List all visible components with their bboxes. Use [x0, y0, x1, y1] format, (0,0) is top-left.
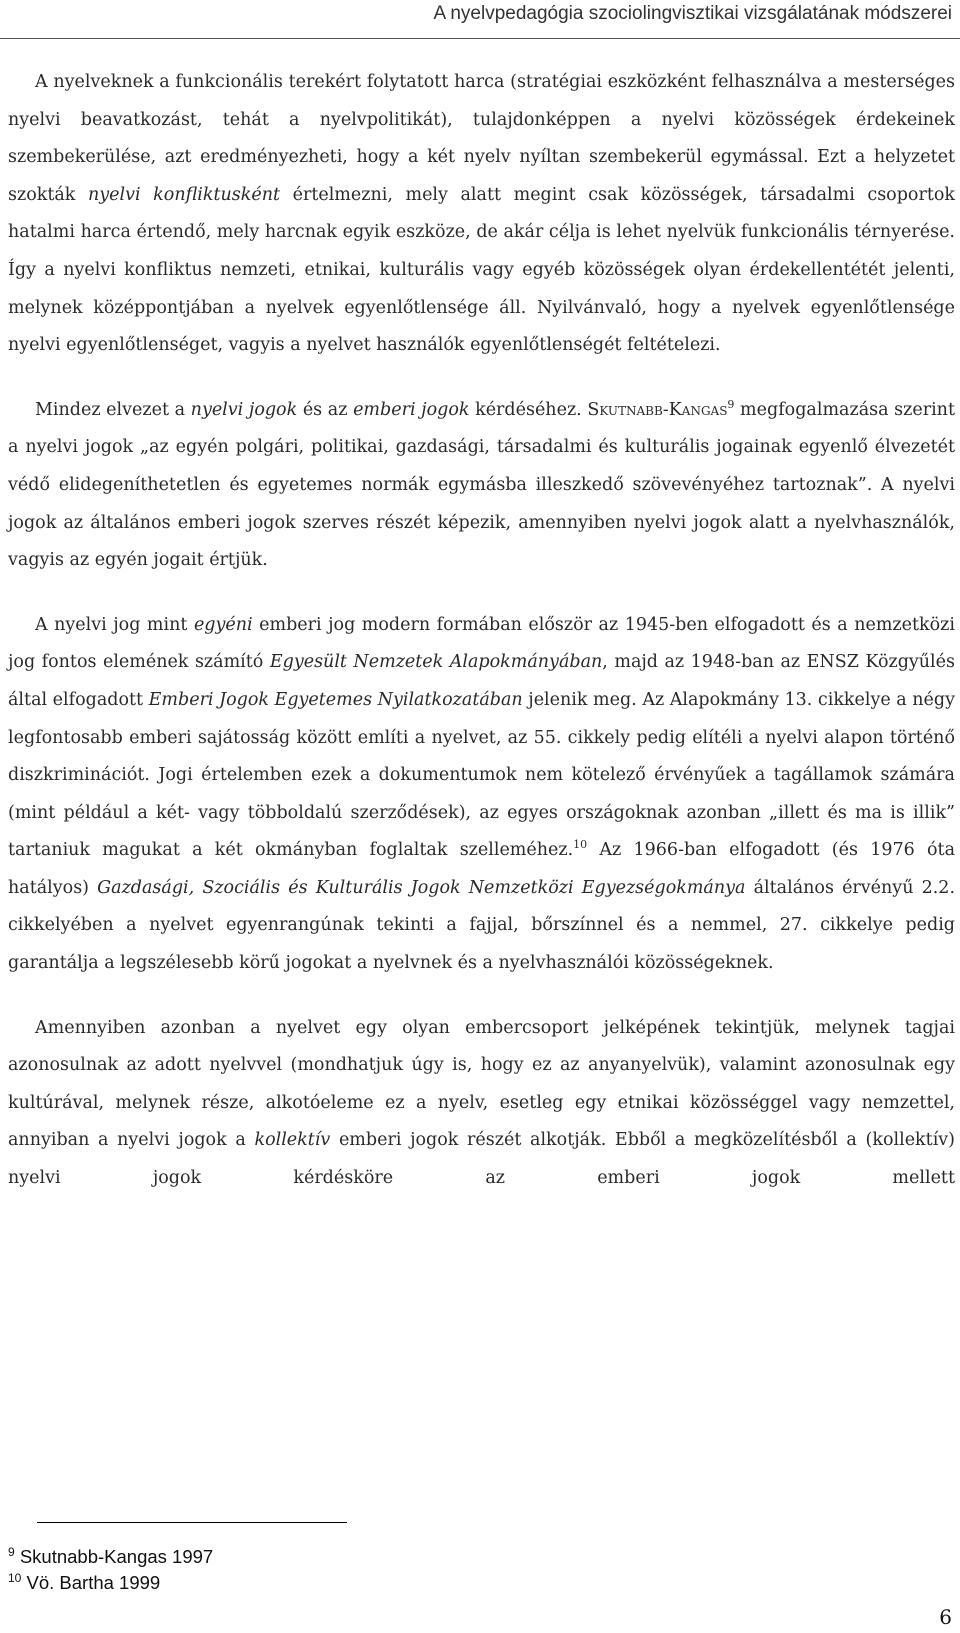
text-run: A nyelvi jog mint: [35, 614, 194, 635]
italic-term: Emberi Jogok Egyetemes Nyilatkozatában: [148, 689, 523, 710]
text-run: általános érvényű 2.2. cikkelyében a nyelvet egyenrangúnak tekinti a fajjal, bőrszínnel és a nemmel, 27. cikkelye pedig garantálja a legszélesebb körű jogokat a nyelvnek és a nyelvhasználói közösségeknek.: [8, 877, 956, 974]
text-run: Amennyiben azonban a nyelvet egy olyan embercsoport jelképének tekintjük, melynek tagjai azonosulnak az adott nyelvvel (mondhatjuk úgy is, hogy ez az anyanyelvük), valamint azonosulnak egy kultúrával, melynek része, alkotóeleme ez a nyelv, esetleg egy etnikai közösséggel vagy nemzettel, annyiban a nyelvi jogok a: [8, 1017, 955, 1151]
italic-term: egyéni: [193, 614, 253, 635]
text-run: emberi jogok részét alkotják. Ebből a megközelítésből a (kollektív) nyelvi jogok kérdésköre az emberi jogok mellett: [8, 1130, 955, 1189]
footnote-text: Skutnabb-Kangas 1997: [19, 1546, 214, 1567]
footnotes: [8, 1544, 213, 1596]
text-run: kérdéséhez.: [469, 399, 588, 420]
italic-term: Gazdasági, Szociális és Kulturális Jogok Nemzetközi Egyezségokmánya: [97, 877, 746, 898]
page-header: [0, 0, 960, 39]
footnote-number: 9: [8, 1544, 15, 1559]
paragraph: [8, 1010, 955, 1198]
paragraph: [8, 392, 955, 580]
text-run: A nyelveknek a funkcionális terekért folytatott harca (stratégiai eszközként felhasználva a mesterséges nyelvi beavatkozást, tehát a nyelvpolitikát), tulajdonképpen a nyelvi közösségek érdekeinek szembekerülése, azt eredményezheti, hogy a két nyelv nyíltan szembekerül egymással. Ezt a helyzetet szokták: [8, 72, 955, 205]
running-title: A nyelvpedagógia szociolingvisztikai vizsgálatának módszerei: [433, 3, 952, 24]
body-text: [8, 64, 955, 1225]
text-run: , majd az 1948-ban az ENSZ Közgyűlés által elfogadott: [8, 652, 955, 710]
italic-term: nyelvi jogok: [190, 399, 298, 420]
text-run: és az: [297, 399, 354, 420]
paragraph: [8, 64, 955, 365]
page-number: 6: [939, 1605, 952, 1629]
footnote: [8, 1570, 213, 1596]
text-run: megfogalmazása szerint a nyelvi jogok „az egyén polgári, politikai, gazdasági, társadalmi és kulturális jogainak egyenlő élvezetét védő elidegeníthetetlen és egyetemes normák egymásba illeszkedő szövevényéhez tartoznak”. A nyelvi jogok az általános emberi jogok szerves részét képezik, amennyiben nyelvi jogok alatt a nyelvhasználók, vagyis az egyén jogait értjük.: [8, 399, 955, 571]
italic-term: Egyesült Nemzetek Alapokmányában: [269, 652, 603, 673]
footnote-separator: [37, 1522, 347, 1523]
text-run: Mindez elvezet a: [35, 399, 191, 420]
footnote: [8, 1544, 213, 1570]
italic-term: kollektív: [254, 1130, 331, 1151]
text-run: értelmezni, mely alatt megint csak közösségek, társadalmi csoportok hatalmi harca értendő, mely harcnak egyik eszköze, de akár célja is lehet nyelvük funkcionális térnyerése. Így a nyelvi konfliktus nemzeti, etnikai, kulturális vagy egyéb közösségek olyan érdekellentétét jelenti, melynek középpontjában a nyelvek egyenlőtlensége áll. Nyilvánvaló, hogy a nyelvek egyenlőtlensége nyelvi egyenlőtlenséget, vagyis a nyelvet használók egyenlőtlenségét feltételezi.: [8, 184, 955, 356]
footnote-text: Vö. Bartha 1999: [26, 1572, 161, 1593]
italic-term: nyelvi konfliktusként: [88, 184, 281, 205]
italic-term: emberi jogok: [353, 399, 470, 420]
text-run: emberi jog modern formában először az 1945-ben elfogadott és a nemzetközi jog fontos elemének számító: [8, 614, 955, 673]
text-run: Az 1966-ban elfogadott (és 1976 óta hatályos): [8, 840, 956, 898]
paragraph: [8, 607, 955, 983]
footnote-number: 10: [8, 1570, 22, 1585]
author-name: Skutnabb-Kangas: [587, 399, 728, 420]
footnote-ref: 9: [727, 397, 735, 411]
text-run: jelenik meg. Az Alapokmány 13. cikkelye a négy legfontosabb emberi sajátosság között említi a nyelvet, az 55. cikkely pedig elítéli a nyelvi alapon történő diszkriminációt. Jogi értelemben ezek a dokumentumok nem kötelező érvényűek a tagállamok számára (mint például a két- vagy többoldalú szerződések), az egyes országoknak azonban „illett és ma is illik” tartaniuk magukat a két okmányban foglaltak szelleméhez.: [8, 689, 956, 861]
footnote-ref: 10: [573, 838, 588, 852]
